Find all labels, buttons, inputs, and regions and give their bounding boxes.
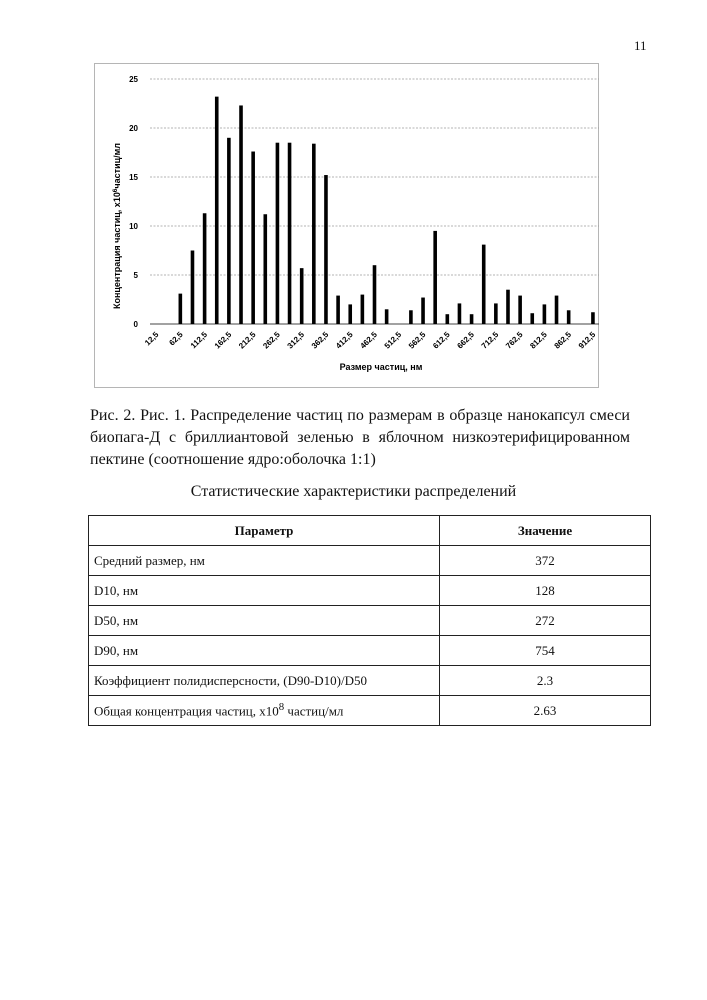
x-tick-label: 712,5 <box>480 330 501 351</box>
y-tick-label: 20 <box>129 124 138 133</box>
x-tick-label: 612,5 <box>431 330 452 351</box>
bar <box>373 265 377 324</box>
bars <box>179 97 595 324</box>
bar <box>239 105 243 324</box>
y-tick-label: 0 <box>134 320 139 329</box>
param-cell: D50, нм <box>89 606 440 636</box>
param-cell: D90, нм <box>89 636 440 666</box>
bar <box>385 309 389 324</box>
bar <box>336 296 340 324</box>
param-cell: D10, нм <box>89 576 440 606</box>
bar <box>276 143 280 324</box>
table-row <box>89 666 651 696</box>
bar <box>227 138 231 324</box>
table-header-row <box>89 516 651 546</box>
bar <box>312 144 316 324</box>
x-tick-labels <box>143 330 598 351</box>
value-cell: 372 <box>440 546 651 576</box>
bar <box>567 310 571 324</box>
value-cell: 128 <box>440 576 651 606</box>
x-tick-label: 262,5 <box>261 330 282 351</box>
x-tick-label: 562,5 <box>407 330 428 351</box>
bar <box>543 304 547 324</box>
x-tick-label: 62,5 <box>167 330 185 348</box>
x-tick-label: 912,5 <box>577 330 598 351</box>
table-row <box>89 576 651 606</box>
value-cell: 2.63 <box>440 696 651 726</box>
x-tick-label: 362,5 <box>310 330 331 351</box>
bar <box>530 313 534 324</box>
bar <box>348 304 352 324</box>
table-title: Статистические характеристики распределений <box>0 483 707 501</box>
x-tick-label: 162,5 <box>213 330 234 351</box>
table-row <box>89 696 651 726</box>
y-axis-label: Концентрация частиц, x106частиц/мл <box>112 143 122 309</box>
x-tick-label: 762,5 <box>504 330 525 351</box>
bar <box>446 314 450 324</box>
y-tick-labels <box>129 75 138 329</box>
bar <box>433 231 437 324</box>
bar <box>482 245 486 324</box>
bar <box>324 175 328 324</box>
bar <box>215 97 219 324</box>
bar <box>300 268 304 324</box>
param-cell: Средний размер, нм <box>89 546 440 576</box>
table-row <box>89 546 651 576</box>
bar <box>518 296 522 324</box>
x-tick-label: 412,5 <box>334 330 355 351</box>
x-axis-label: Размер частиц, нм <box>340 362 423 372</box>
header-parameter: Параметр <box>89 516 440 546</box>
statistics-table <box>88 515 651 726</box>
header-value: Значение <box>440 516 651 546</box>
bar <box>458 303 462 324</box>
table-row <box>89 606 651 636</box>
bar <box>361 295 365 324</box>
x-tick-label: 212,5 <box>237 330 258 351</box>
x-tick-label: 512,5 <box>383 330 404 351</box>
param-cell: Коэффициент полидисперсности, (D90-D10)/D50 <box>89 666 440 696</box>
bar <box>555 296 559 324</box>
value-cell: 754 <box>440 636 651 666</box>
bar <box>251 152 255 324</box>
x-tick-label: 862,5 <box>553 330 574 351</box>
value-cell: 2.3 <box>440 666 651 696</box>
bar <box>203 213 207 324</box>
page-number: 11 <box>634 38 647 54</box>
bar <box>506 290 510 324</box>
value-cell: 272 <box>440 606 651 636</box>
bar <box>470 314 474 324</box>
bar <box>421 298 425 324</box>
bar <box>263 214 267 324</box>
bar <box>494 303 498 324</box>
bar <box>591 312 595 324</box>
x-tick-label: 462,5 <box>358 330 379 351</box>
y-tick-label: 25 <box>129 75 138 84</box>
y-tick-label: 10 <box>129 222 138 231</box>
bar <box>191 251 195 325</box>
y-tick-label: 15 <box>129 173 138 182</box>
x-tick-label: 312,5 <box>286 330 307 351</box>
bar <box>179 294 183 324</box>
x-tick-label: 812,5 <box>528 330 549 351</box>
y-tick-label: 5 <box>134 271 139 280</box>
bar <box>288 143 292 324</box>
bar-chart <box>94 63 599 388</box>
x-tick-label: 12,5 <box>143 330 161 348</box>
x-tick-label: 662,5 <box>455 330 476 351</box>
bar <box>409 310 413 324</box>
x-tick-label: 112,5 <box>189 330 210 351</box>
param-cell: Общая концентрация частиц, x108 частиц/мл <box>89 696 440 726</box>
table-row <box>89 636 651 666</box>
figure-caption: Рис. 2. Рис. 1. Распределение частиц по размерам в образце нанокапсул смеси биопага-Д с бриллиантовой зеленью в яблочном низкоэтерифицированном пектине (соотношение ядро:оболочка 1:1) <box>90 405 630 471</box>
